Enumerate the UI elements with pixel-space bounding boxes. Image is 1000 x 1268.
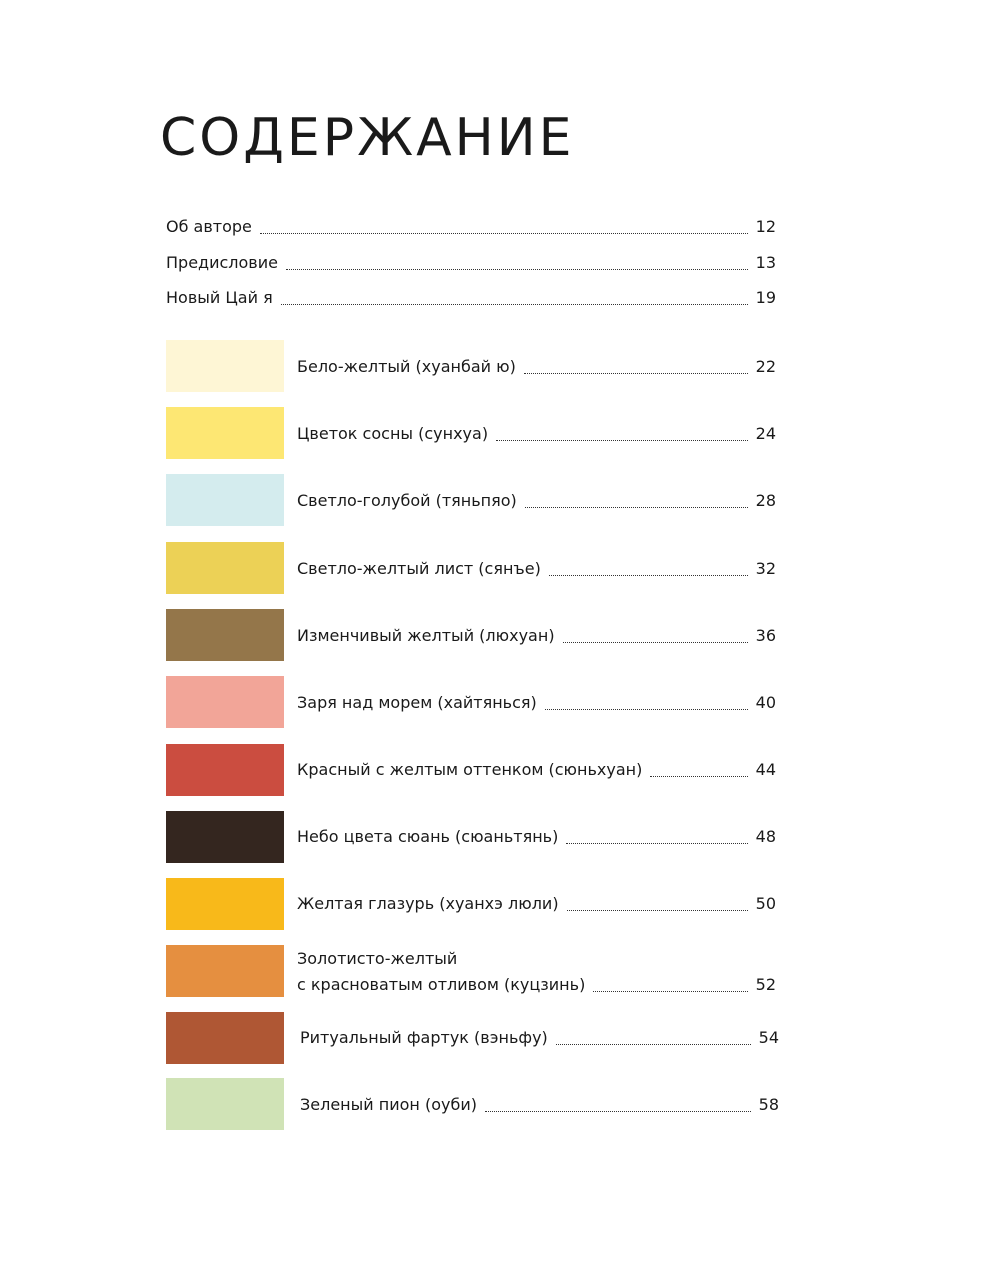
toc-entry-label: Заря над морем (хайтянься) <box>297 693 537 712</box>
color-swatch <box>166 340 284 392</box>
toc-entry-color[interactable] <box>297 757 776 783</box>
toc-entry-color[interactable] <box>300 1092 779 1118</box>
leader-dots <box>485 1111 751 1112</box>
leader-dots <box>566 843 747 844</box>
toc-entry-label: Светло-голубой (тяньпяо) <box>297 491 517 510</box>
leader-dots <box>286 269 748 270</box>
toc-entry-label: Ритуальный фартук (вэньфу) <box>300 1028 548 1047</box>
toc-entry-label: Изменчивый желтый (люхуан) <box>297 626 555 645</box>
toc-entry-label: Новый Цай я <box>166 288 273 307</box>
toc-page-number: 40 <box>755 693 776 712</box>
toc-entry-label: Предисловие <box>166 253 278 272</box>
toc-entry-label: Об авторе <box>166 217 252 236</box>
toc-entry-color[interactable] <box>297 891 776 917</box>
toc-page-number: 32 <box>755 559 776 578</box>
toc-entry-label: Красный с желтым оттенком (сюньхуан) <box>297 760 643 779</box>
leader-dots <box>260 233 748 234</box>
toc-entry-color[interactable] <box>297 488 776 514</box>
leader-dots <box>549 575 748 576</box>
toc-entry-label: Зеленый пион (оуби) <box>300 1095 477 1114</box>
color-swatch <box>166 542 284 594</box>
toc-entry-color[interactable] <box>297 690 776 716</box>
toc-page-number: 36 <box>755 626 776 645</box>
color-swatch <box>166 744 284 796</box>
toc-entry-color[interactable] <box>297 946 776 998</box>
toc-entry-about-author[interactable] <box>166 215 776 239</box>
toc-entry-label: Желтая глазурь (хуанхэ люли) <box>297 894 559 913</box>
toc-page-number: 54 <box>758 1028 779 1047</box>
color-swatch <box>166 878 284 930</box>
color-swatch <box>166 676 284 728</box>
toc-entry-label-line1: Золотисто-желтый <box>297 949 458 968</box>
color-swatch <box>166 945 284 997</box>
leader-dots <box>524 373 748 374</box>
color-swatch <box>166 1078 284 1130</box>
leader-dots <box>525 507 748 508</box>
leader-dots <box>650 776 747 777</box>
toc-page-number: 28 <box>755 491 776 510</box>
page-title: СОДЕРЖАНИЕ <box>160 108 575 168</box>
leader-dots <box>593 991 747 992</box>
toc-entry-color[interactable] <box>297 421 776 447</box>
toc-entry-label: Небо цвета сюань (сюаньтянь) <box>297 827 559 846</box>
color-swatch <box>166 407 284 459</box>
toc-page-number: 24 <box>755 424 776 443</box>
leader-dots <box>563 642 748 643</box>
color-swatch <box>166 811 284 863</box>
toc-page-number: 13 <box>755 253 776 272</box>
toc-entry-color[interactable] <box>297 556 776 582</box>
toc-entry-color[interactable] <box>297 623 776 649</box>
toc-entry-label: Цветок сосны (сунхуа) <box>297 424 489 443</box>
toc-entry-label: Светло-желтый лист (сянъе) <box>297 559 541 578</box>
color-swatch <box>166 609 284 661</box>
toc-page-number: 48 <box>755 827 776 846</box>
toc-page-number: 19 <box>755 288 776 307</box>
toc-entry-new-cai-ya[interactable] <box>166 286 776 310</box>
toc-page-number: 22 <box>755 357 776 376</box>
toc-page-number: 12 <box>755 217 776 236</box>
toc-entry-label: Бело-желтый (хуанбай ю) <box>297 357 516 376</box>
leader-dots <box>545 709 748 710</box>
toc-entry-color[interactable] <box>297 824 776 850</box>
toc-page-number: 52 <box>755 975 776 994</box>
toc-entry-color[interactable] <box>297 354 776 380</box>
leader-dots <box>496 440 748 441</box>
toc-entry-label: с красноватым отливом (куцзинь) <box>297 975 586 994</box>
leader-dots <box>281 304 748 305</box>
leader-dots <box>556 1044 751 1045</box>
leader-dots <box>567 910 748 911</box>
toc-page-number: 50 <box>755 894 776 913</box>
toc-entry-preface[interactable] <box>166 251 776 275</box>
toc-entry-color[interactable] <box>300 1025 779 1051</box>
color-swatch <box>166 1012 284 1064</box>
toc-page-number: 44 <box>755 760 776 779</box>
toc-page-number: 58 <box>758 1095 779 1114</box>
color-swatch <box>166 474 284 526</box>
